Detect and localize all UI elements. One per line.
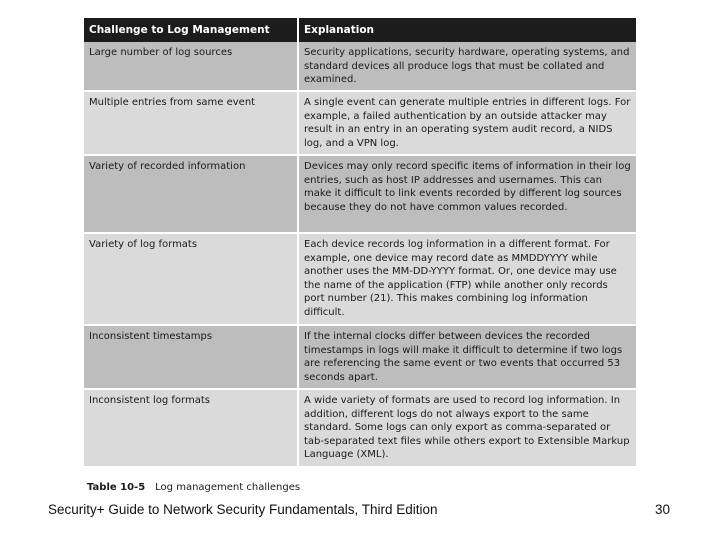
- table-row: [84, 389, 636, 467]
- explanation-cell: A single event can generate multiple entries in different logs. For example, a failed authentication by an outside attacker may result in an entry in an operating system audit record, a NIDS log, and a VPN log.: [298, 91, 636, 155]
- caption-text: Log management challenges: [155, 482, 301, 493]
- challenge-cell: Inconsistent log formats: [84, 389, 298, 467]
- challenge-cell: Inconsistent timestamps: [84, 325, 298, 389]
- explanation-cell: If the internal clocks differ between devices the recorded timestamps in logs will make it difficult to determine if two logs are referencing the same event or two events that occurred 53 seconds apart.: [298, 325, 636, 389]
- header-challenge: Challenge to Log Management: [84, 18, 298, 42]
- table-header-row: [84, 18, 636, 42]
- table-row: [84, 42, 636, 91]
- table-row: [84, 233, 636, 325]
- explanation-cell: A wide variety of formats are used to record log information. In addition, different logs do not always export to the same standard. Some logs can only export as comma-separated or tab-separated text files while others export to Extensible Markup Language (XML).: [298, 389, 636, 467]
- table-row: [84, 325, 636, 389]
- explanation-cell: Security applications, security hardware, operating systems, and standard devices all produce logs that must be collated and examined.: [298, 42, 636, 91]
- page-number: 30: [655, 502, 671, 517]
- header-explanation: Explanation: [298, 18, 636, 42]
- challenge-cell: Variety of log formats: [84, 233, 298, 325]
- log-management-table: [84, 18, 636, 468]
- challenge-cell: Variety of recorded information: [84, 155, 298, 233]
- caption-number: Table 10-5: [87, 482, 146, 493]
- table-caption: [87, 482, 300, 493]
- explanation-cell: Devices may only record specific items of information in their log entries, such as host IP addresses and usernames. This can make it difficult to link events recorded by different log sources because they do not have common values recorded.: [298, 155, 636, 233]
- table-row: [84, 91, 636, 155]
- challenge-cell: Large number of log sources: [84, 42, 298, 91]
- explanation-cell: Each device records log information in a different format. For example, one device may record date as MMDDYYYY while another uses the MM-DD-YYYY format. Or, one device may use the name of the application (FTP) while another only records port number (21). This makes combining log information difficult.: [298, 233, 636, 325]
- slide-footer-title: Security+ Guide to Network Security Fundamentals, Third Edition: [48, 502, 438, 517]
- table-row: [84, 155, 636, 233]
- challenge-cell: Multiple entries from same event: [84, 91, 298, 155]
